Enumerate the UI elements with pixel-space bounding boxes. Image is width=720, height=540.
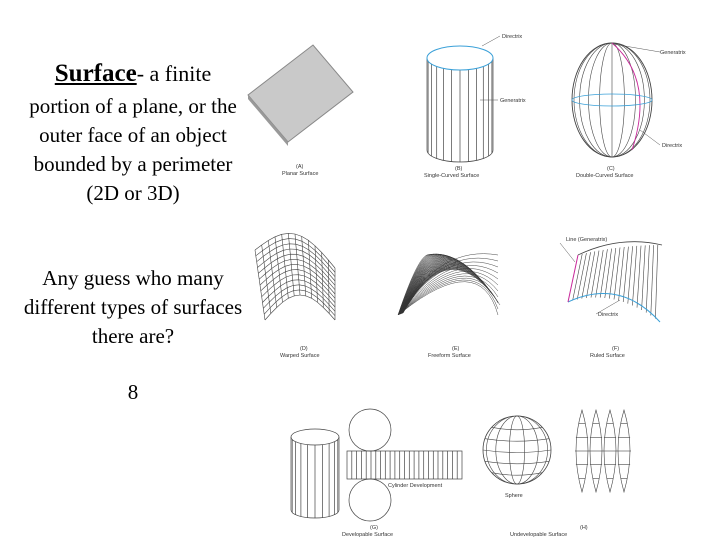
- ruled-line: [596, 250, 604, 298]
- ruled-surface: [560, 242, 662, 322]
- ruled-line: [655, 245, 657, 319]
- double-curved-directrix-label: Directrix: [662, 143, 683, 149]
- ruled-line: [632, 246, 636, 306]
- heading-rest: - a finite: [136, 61, 212, 86]
- single-curved-surface: [427, 36, 500, 162]
- undevelopable-surface: [483, 410, 631, 492]
- ruled-letter: (F): [612, 346, 620, 352]
- meridian-line: [600, 43, 612, 157]
- planar-surface: [248, 45, 353, 177]
- freeform-surface: [398, 254, 500, 315]
- surface-types-figure: [240, 0, 720, 540]
- freeform-name: Freeform Surface: [428, 353, 471, 359]
- planar-name: Planar Surface: [282, 171, 319, 177]
- ruled-line: [582, 252, 591, 298]
- ruled-line: [628, 246, 633, 303]
- freeform-letter: (E): [452, 346, 460, 352]
- ruled-line: [623, 247, 628, 302]
- meridian-line: [612, 43, 636, 157]
- surface-question: Any guess who many different types of surfaces there are?: [23, 266, 243, 348]
- single-curved-letter: (B): [455, 166, 463, 172]
- double-curved-letter: (C): [607, 166, 615, 172]
- ruled-line: [651, 245, 654, 315]
- ruled-name: Ruled Surface: [590, 353, 625, 359]
- globe-parallel: [492, 473, 543, 476]
- warped-grid-line: [263, 280, 336, 307]
- ruled-line: [600, 249, 607, 297]
- ruled-directrix-label: Directrix: [598, 312, 619, 318]
- double-curved-name: Double-Curved Surface: [576, 173, 634, 179]
- meridian-line: [589, 43, 613, 157]
- warped-letter: (D): [300, 346, 308, 352]
- ruled-line: [646, 245, 649, 312]
- warped-grid-line: [261, 270, 335, 299]
- globe-parallel: [485, 439, 549, 442]
- ruled-line: [642, 245, 646, 310]
- globe-parallel: [492, 427, 543, 430]
- single-curved-name: Single-Curved Surface: [424, 173, 480, 179]
- undevelopable-letter: (H): [580, 525, 588, 531]
- ruled-line-label: Line (Generatrix): [566, 237, 608, 243]
- undevelopable-name: Undevelopable Surface: [510, 532, 568, 538]
- cylinder-development-label: Cylinder Development: [388, 483, 443, 489]
- meridian-line: [580, 43, 612, 157]
- surface-answer: 8: [127, 380, 139, 404]
- single-curved-directrix-label: Directrix: [502, 34, 523, 40]
- single-curved-generatrix-label: Generatrix: [500, 98, 526, 104]
- surface-definition: portion of a plane, or the outer face of an object bounded by a perimeter (2D or 3D): [29, 94, 237, 205]
- slide-heading: [18, 58, 248, 90]
- planar-letter: (A): [296, 164, 304, 170]
- developable-letter: (G): [370, 525, 378, 531]
- double-curved-generatrix-label: Generatrix: [660, 50, 686, 56]
- globe-meridian: [509, 416, 517, 484]
- meridian-line: [612, 43, 624, 157]
- ruled-line: [591, 251, 599, 298]
- heading-term: Surface: [54, 60, 137, 87]
- developable-name: Developable Surface: [342, 532, 394, 538]
- warped-name: Warped Surface: [280, 353, 320, 359]
- ruled-line: [577, 253, 586, 299]
- globe-meridian: [517, 416, 525, 484]
- ruled-line: [637, 246, 641, 308]
- ruled-line: [586, 251, 594, 298]
- globe-parallel: [483, 450, 551, 453]
- developable-surface: [291, 409, 462, 521]
- ruled-line: [619, 247, 625, 301]
- warped-surface: [255, 233, 335, 320]
- double-curved-surface: [572, 43, 660, 157]
- sphere-label: Sphere: [505, 493, 523, 499]
- globe-parallel: [485, 461, 549, 464]
